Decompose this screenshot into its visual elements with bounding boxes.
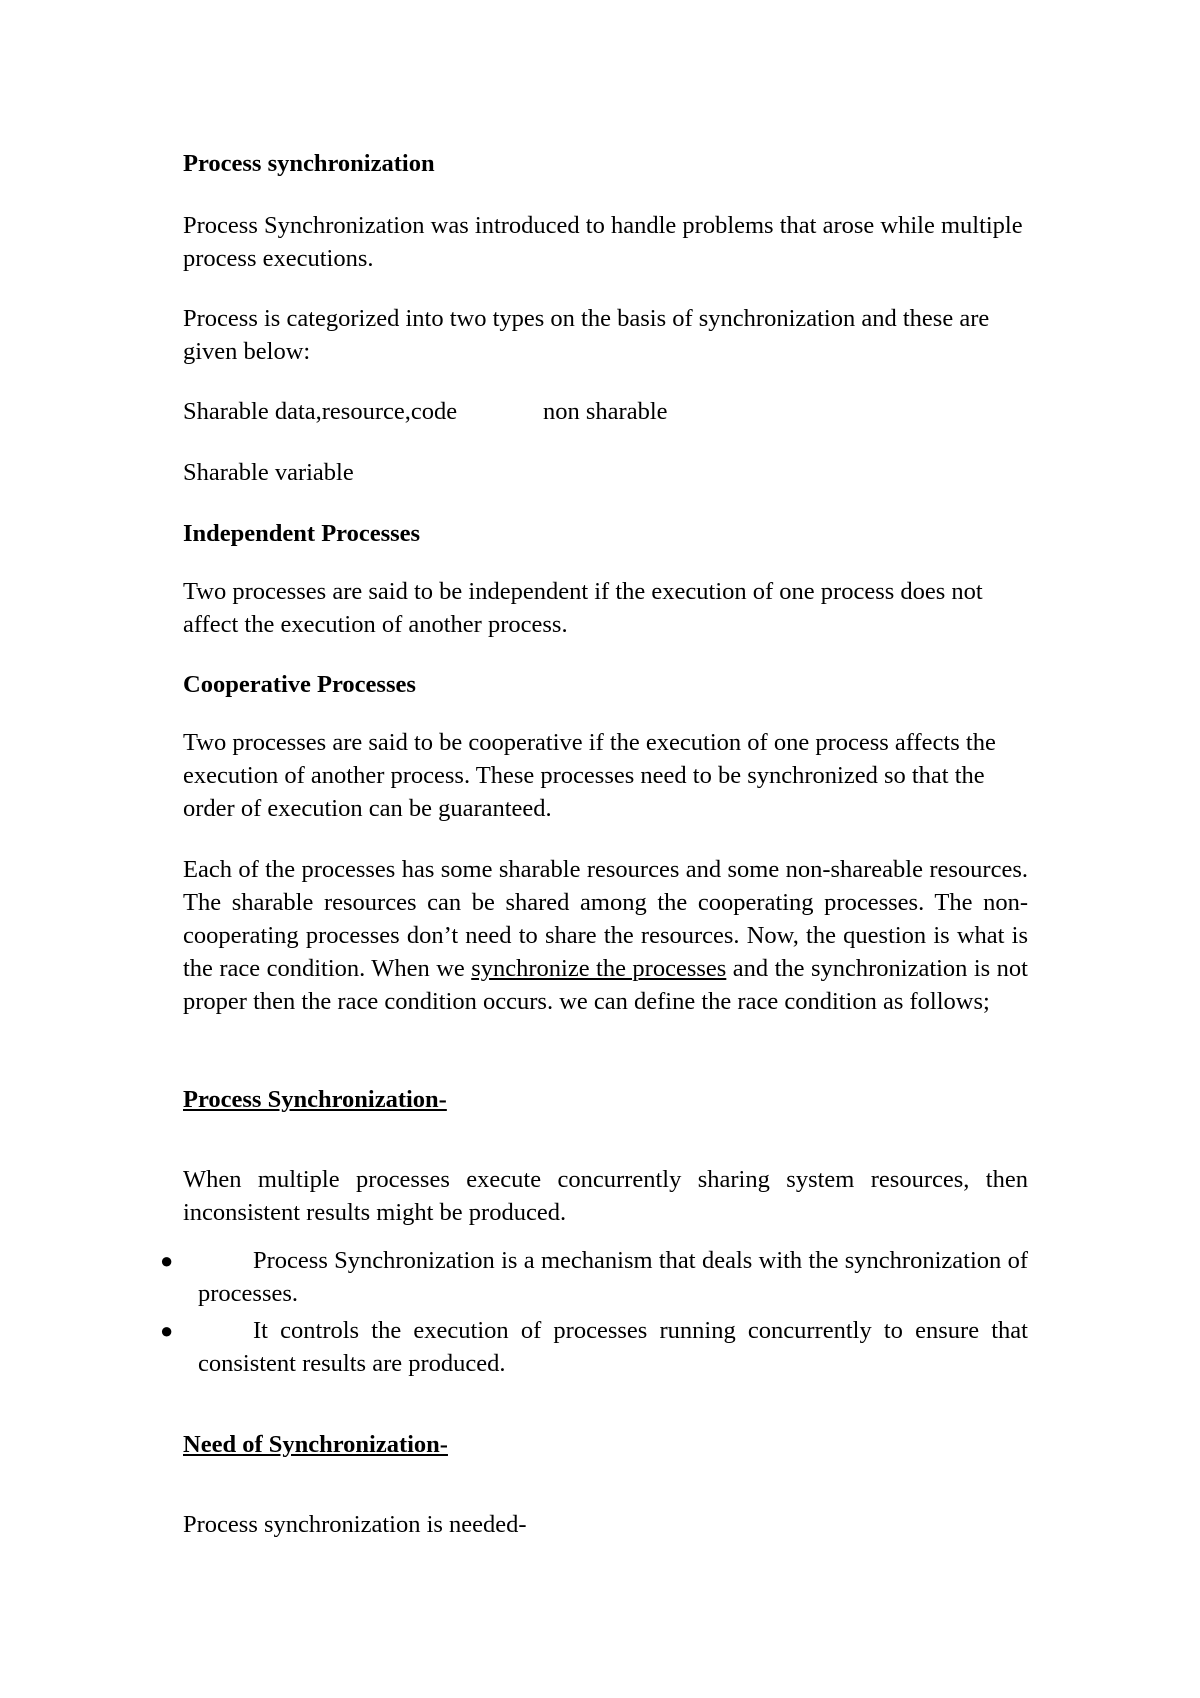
bullet-icon: ● — [160, 1318, 174, 1343]
sharable-row — [183, 395, 1028, 428]
cooperative-heading: Cooperative Processes — [183, 671, 416, 698]
need-synchronization-heading: Need of Synchronization- — [183, 1431, 448, 1458]
resources-text-part1: Each of the processes has some sharable resources and some non-shareable resources. The sharable resources can be shared among the cooperating processes. The non-cooperating processes don’t need to share the resources. Now, the question is what is the race condition. When we — [183, 856, 1028, 982]
process-sync-paragraph: When multiple processes execute concurrently sharing system resources, then inconsistent results might be produced. — [183, 1166, 1028, 1226]
categorized-paragraph: Process is categorized into two types on the basis of synchronization and these are given below: — [183, 305, 990, 365]
bullet-text: Process Synchronization is a mechanism that deals with the synchronization of processes. — [198, 1247, 1028, 1307]
resources-paragraph — [183, 853, 1028, 1018]
bullet-icon: ● — [160, 1248, 174, 1273]
sharable-variable-text: Sharable variable — [183, 459, 354, 486]
sharable-right-text: non sharable — [543, 398, 668, 425]
sharable-left-text: Sharable data,resource,code — [183, 398, 458, 425]
process-synchronization-heading: Process Synchronization- — [183, 1086, 447, 1113]
bullet-list-item — [150, 1244, 1028, 1310]
intro-paragraph: Process Synchronization was introduced to handle problems that arose while multiple process executions. — [183, 212, 1023, 272]
page-title: Process synchronization — [183, 150, 435, 177]
cooperative-paragraph: Two processes are said to be cooperative if the execution of one process affects the execution of another process. These processes need to be synchronized so that the order of execution can be guaranteed. — [183, 729, 996, 822]
synchronize-processes-link[interactable]: synchronize the processes — [471, 955, 727, 982]
independent-paragraph: Two processes are said to be independent if the execution of one process does not affect the execution of another process. — [183, 578, 983, 638]
need-synchronization-text: Process synchronization is needed- — [183, 1511, 527, 1538]
independent-heading: Independent Processes — [183, 520, 421, 547]
bullet-list-item — [150, 1314, 1028, 1380]
resources-text-part2: and the synchronization is not proper then the race condition occurs. we can define the race condition as follows; — [183, 955, 1028, 1015]
bullet-text: It controls the execution of processes running concurrently to ensure that consistent results are produced. — [198, 1317, 1028, 1377]
